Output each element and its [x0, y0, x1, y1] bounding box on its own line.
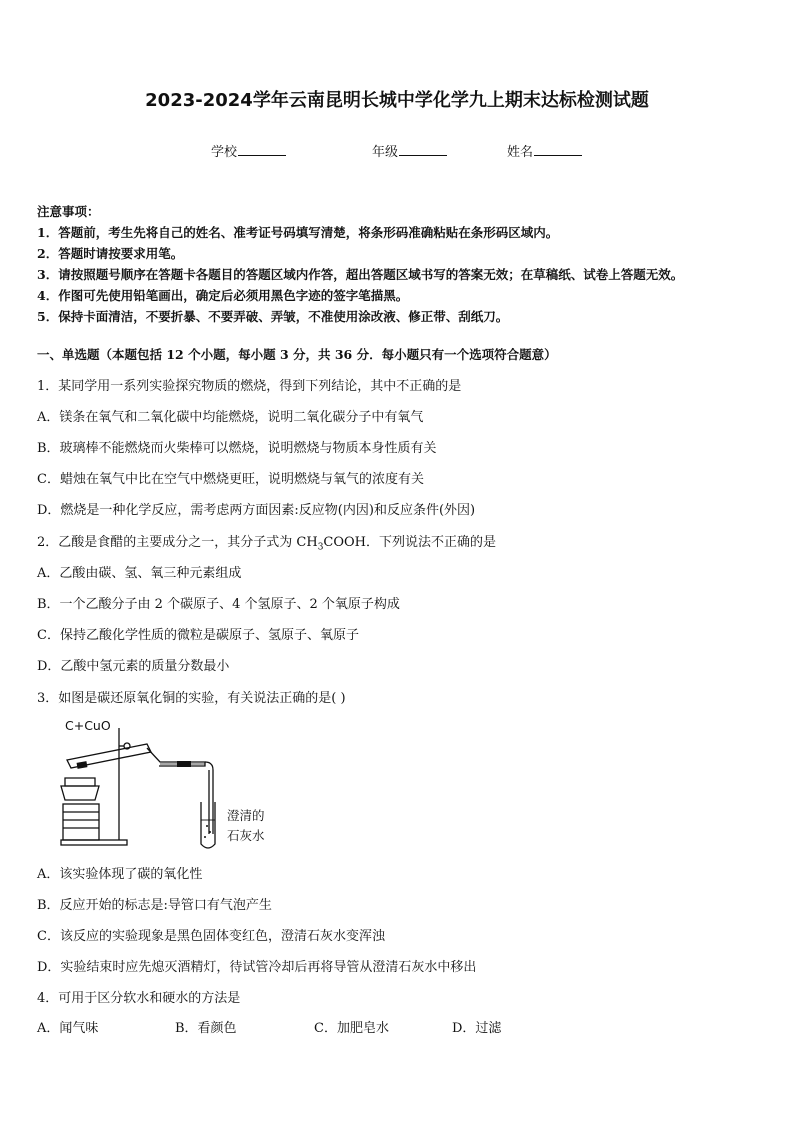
carbon-reduction-apparatus-figure: [55, 716, 285, 856]
powder-mixture: [77, 761, 88, 769]
question-4-option-a[interactable]: A．闻气味: [37, 1021, 99, 1036]
question-4-stem: 4．可用于区分软水和硬水的方法是: [37, 991, 241, 1006]
question-1-option-a[interactable]: A．镁条在氧气和二氧化碳中均能燃烧，说明二氧化碳分子中有氧气: [37, 410, 424, 425]
question-2-option-b[interactable]: B．一个乙酸分子由 2 个碳原子、4 个氢原子、2 个氧原子构成: [37, 597, 400, 612]
student-info-row: [0, 141, 794, 161]
question-2-subscript: 3: [317, 542, 324, 553]
figure-label-limewater-2: 石灰水: [227, 828, 265, 843]
school-field[interactable]: [211, 141, 286, 160]
question-3-option-c[interactable]: C．该反应的实验现象是黑色固体变红色，澄清石灰水变浑浊: [37, 929, 385, 944]
question-3-option-d[interactable]: D．实验结束时应先熄灭酒精灯，待试管冷却后再将导管从澄清石灰水中移出: [37, 960, 477, 975]
section-heading: 一、单选题（本题包括 12 个小题，每小题 3 分，共 36 分．每小题只有一个选项符合题意）: [37, 347, 557, 362]
notes-heading: 注意事项：: [37, 204, 100, 219]
name-label: 姓名: [507, 145, 534, 160]
note-item: 4．作图可先使用铅笔画出，确定后必须用黑色字迹的签字笔描黑。: [37, 288, 409, 303]
note-item: 5．保持卡面清洁，不要折暴、不要弄破、弄皱，不准使用涂改液、修正带、刮纸刀。: [37, 309, 509, 324]
question-1-option-d[interactable]: D．燃烧是一种化学反应，需考虑两方面因素:反应物(内因)和反应条件(外因): [37, 503, 476, 518]
note-item: 1．答题前，考生先将自己的姓名、准考证号码填写清楚，将条形码准确粘贴在条形码区域内。: [37, 225, 559, 240]
question-1-stem: 1．某同学用一系列实验探究物质的燃烧，得到下列结论，其中不正确的是: [37, 379, 462, 394]
grade-blank[interactable]: [399, 143, 447, 156]
question-4-option-d[interactable]: D．过滤: [452, 1021, 502, 1036]
question-3-option-a[interactable]: A．该实验体现了碳的氧化性: [37, 867, 203, 882]
notes-block: [37, 201, 767, 327]
question-3-option-b[interactable]: B．反应开始的标志是:导管口有气泡产生: [37, 898, 272, 913]
question-4-option-c[interactable]: C．加肥皂水: [314, 1021, 389, 1036]
delivery-tube: [147, 748, 205, 766]
note-item: 3．请按照题号顺序在答题卡各题目的答题区域内作答，超出答题区域书写的答案无效；在草稿纸、试卷上答题无效。: [37, 267, 684, 282]
rubber-connector: [177, 761, 191, 767]
question-2-stem: [37, 531, 496, 553]
alcohol-lamp-top: [61, 786, 99, 800]
school-label: 学校: [211, 145, 238, 160]
stand-base: [61, 840, 127, 845]
grade-label: 年级: [372, 145, 399, 160]
name-field[interactable]: [507, 141, 582, 160]
question-2-stem-before: 2．乙酸是食醋的主要成分之一，其分子式为 CH: [37, 535, 318, 550]
page-title: 2023-2024学年云南昆明长城中学化学九上期末达标检测试题: [145, 90, 649, 111]
school-blank[interactable]: [238, 143, 286, 156]
question-2-option-c[interactable]: C．保持乙酸化学性质的微粒是碳原子、氢原子、氧原子: [37, 628, 359, 643]
figure-label-reactants: C+CuO: [65, 718, 111, 733]
question-2-stem-after: COOH．下列说法不正确的是: [323, 535, 497, 550]
question-4-option-b[interactable]: B．看颜色: [175, 1021, 237, 1036]
question-1-option-c[interactable]: C．蜡烛在氧气中比在空气中燃烧更旺，说明燃烧与氧气的浓度有关: [37, 472, 424, 487]
question-2-option-a[interactable]: A．乙酸由碳、氢、氧三种元素组成: [37, 566, 242, 581]
question-3-stem: 3．如图是碳还原氧化铜的实验，有关说法正确的是( ): [37, 691, 346, 706]
question-1-option-b[interactable]: B．玻璃棒不能燃烧而火柴棒可以燃烧，说明燃烧与物质本身性质有关: [37, 441, 437, 456]
figure-label-limewater-1: 澄清的: [227, 808, 265, 823]
name-blank[interactable]: [534, 143, 582, 156]
note-item: 2．答题时请按要求用笔。: [37, 246, 184, 261]
question-2-option-d[interactable]: D．乙酸中氢元素的质量分数最小: [37, 659, 230, 674]
wooden-block: [63, 804, 99, 840]
heater-head: [65, 778, 95, 786]
grade-field[interactable]: [372, 141, 447, 160]
